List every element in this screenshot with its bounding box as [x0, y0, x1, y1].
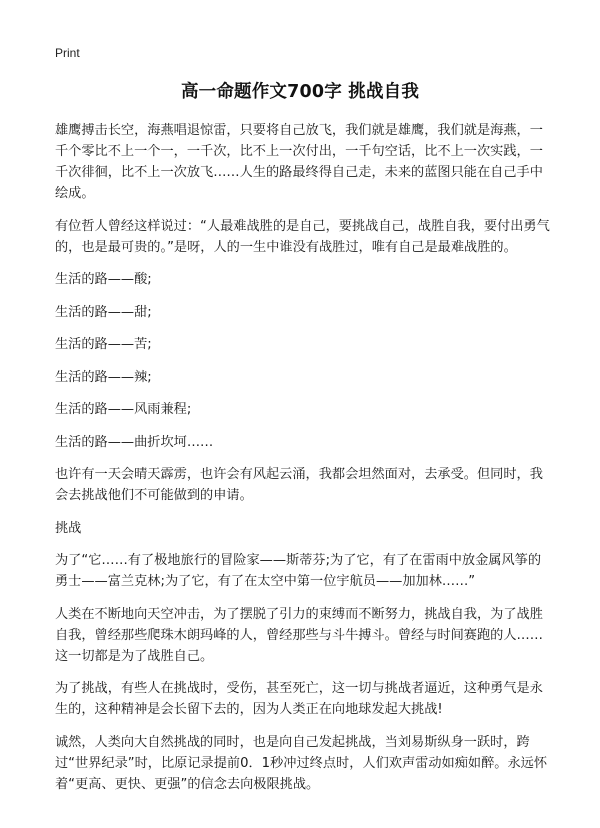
- article-body: [55, 120, 551, 806]
- list-line: 生活的路——风雨兼程;: [55, 402, 192, 417]
- list-line: 生活的路——苦;: [55, 337, 152, 352]
- list-line: 生活的路——甜;: [55, 304, 152, 320]
- list-line: 生活的路——酸;: [55, 272, 152, 287]
- paragraph: 也许有一天会晴天霹雳，也许会有风起云涌，我都会坦然面对，去承受。但同时，我会去挑战他们不可能做到的申请。: [55, 467, 543, 503]
- paragraph: 为了挑战，有些人在挑战时，受伤，甚至死亡，这一切与挑战者逼近，这种勇气是永生的，这种精神是会长留下去的，因为人类正在向地球发起大挑战!: [55, 681, 543, 717]
- paragraph: 为了“它……有了极地旅行的冒险家——斯蒂芬;为了它，有了在雷雨中放金属风筝的勇士——富兰克林;为了它，有了在太空中第一位宇航员——加加林……”: [55, 553, 542, 589]
- list-line: 生活的路——曲折坎坷……: [55, 434, 214, 450]
- list-line: 生活的路——辣;: [55, 369, 152, 385]
- paragraph: 雄鹰搏击长空，海燕唱退惊雷，只要将自己放飞，我们就是雄鹰，我们就是海燕，一千个零比不上一个一，一千次，比不上一次付出，一千句空话，比不上一次实践，一千次徘徊，比不上一次放飞……人生的路最终得自己走，未来的蓝图只能在自己手中绘成。: [55, 123, 543, 201]
- page-title: 高一命题作文700字 挑战自我: [180, 82, 420, 102]
- paragraph: 人类在不断地向天空冲击，为了摆脱了引力的束缚而不断努力，挑战自我，为了战胜自我，曾经那些爬珠木朗玛峰的人，曾经那些与斗牛搏斗。曾经与时间赛跑的人……这一切都是为了战胜自己。: [55, 606, 543, 664]
- paragraph: 有位哲人曾经这样说过：“人最难战胜的是自己，要挑战自己，战胜自我，要付出勇气的，也是最可贵的。”是呀，人的一生中谁没有战胜过，唯有自己是最难战胜的。: [55, 218, 550, 255]
- print-label: Print: [55, 46, 80, 60]
- paragraph: 诚然，人类向大自然挑战的同时，也是向自己发起挑战，当刘易斯纵身一跃时，跨过“世界纪录”时，比原记录提前0．1秒冲过终点时，人们欢声雷动如痴如醉。永远怀着“更高、更快、更强”的信念去向极限挑战。: [55, 734, 548, 792]
- section-heading: 挑战: [55, 520, 82, 536]
